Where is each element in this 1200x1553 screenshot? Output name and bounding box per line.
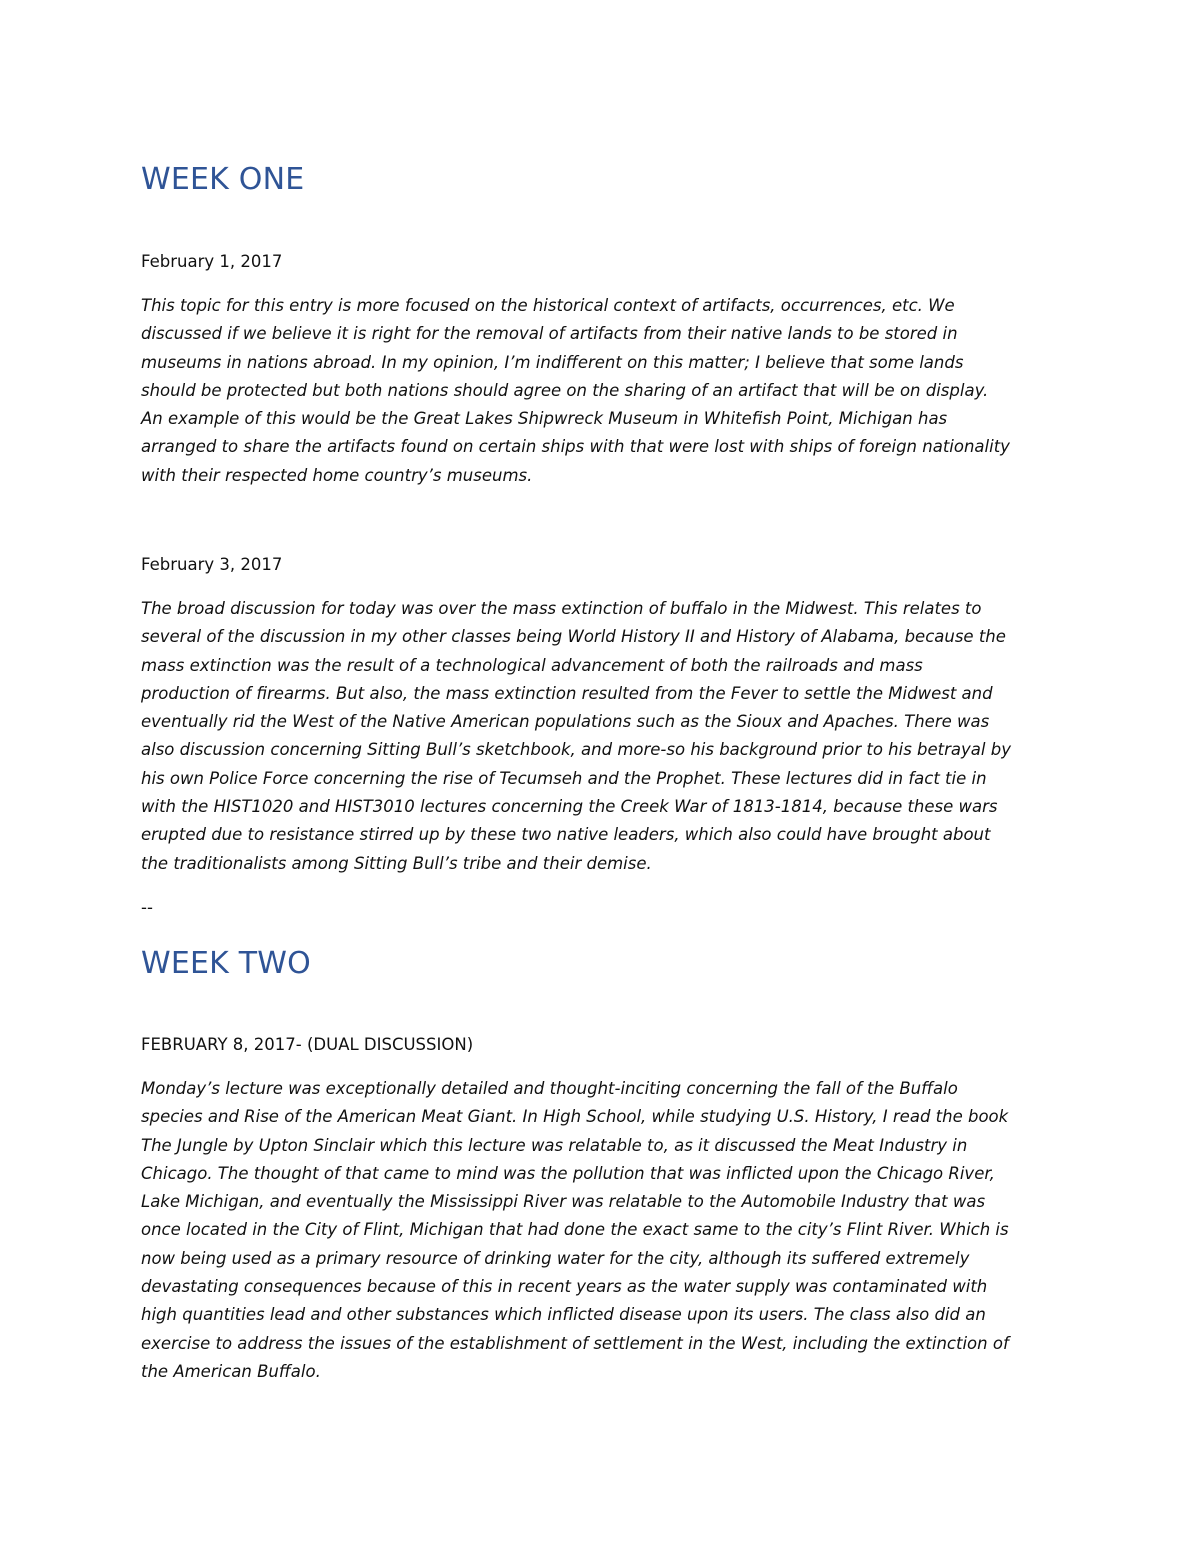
entry-line: arranged to share the artifacts found on certain ships with that were lost with ships of foreign nationality bbox=[141, 437, 1010, 457]
week-two-heading: WEEK TWO bbox=[141, 946, 311, 981]
entry-date-feb-1: February 1, 2017 bbox=[141, 252, 283, 271]
entry-line: high quantities lead and other substances which inflicted disease upon its users. The class also did an bbox=[141, 1305, 986, 1325]
entry-line: the traditionalists among Sitting Bull’s tribe and their demise. bbox=[141, 853, 652, 873]
entry-line: This topic for this entry is more focused on the historical context of artifacts, occurrences, etc. We bbox=[141, 296, 955, 315]
entry-line: should be protected but both nations should agree on the sharing of an artifact that will be on display. bbox=[141, 380, 989, 400]
entry-line: also discussion concerning Sitting Bull’s sketchbook, and more-so his background prior to his betrayal by bbox=[141, 740, 1011, 760]
entry-line: with their respected home country’s museums. bbox=[141, 465, 533, 485]
entry-line: devastating consequences because of this in recent years as the water supply was contaminated with bbox=[141, 1277, 988, 1297]
entry-line: discussed if we believe it is right for the removal of artifacts from their native lands to be stored in bbox=[141, 324, 958, 344]
entry-line: production of firearms. But also, the mass extinction resulted from the Fever to settle the Midwest and bbox=[141, 683, 993, 703]
entry-text-feb-3 bbox=[141, 595, 1061, 878]
week-one-heading: WEEK ONE bbox=[141, 162, 305, 197]
entry-line: The Jungle by Upton Sinclair which this lecture was relatable to, as it discussed the Meat Industry in bbox=[141, 1135, 968, 1155]
entry-line: Chicago. The thought of that came to mind was the pollution that was inflicted upon the Chicago River, bbox=[141, 1163, 995, 1183]
entry-line: now being used as a primary resource of drinking water for the city, although its suffered extremely bbox=[141, 1248, 970, 1268]
entry-line: species and Rise of the American Meat Giant. In High School, while studying U.S. History, I read the book bbox=[141, 1107, 1009, 1127]
entry-line: Lake Michigan, and eventually the Mississippi River was relatable to the Automobile Industry that was bbox=[141, 1192, 986, 1212]
entry-date-feb-3: February 3, 2017 bbox=[141, 555, 283, 574]
entry-line: several of the discussion in my other classes being World History II and History of Alabama, because the bbox=[141, 627, 1006, 647]
entry-text-feb-1 bbox=[141, 292, 1061, 490]
entry-text-feb-8 bbox=[141, 1075, 1061, 1386]
entry-line: once located in the City of Flint, Michigan that had done the exact same to the city’s Flint River. Which is bbox=[141, 1220, 1009, 1240]
entry-line: museums in nations abroad. In my opinion, I’m indifferent on this matter; I believe that some lands bbox=[141, 352, 964, 372]
entry-line: Monday’s lecture was exceptionally detailed and thought-inciting concerning the fall of the Buffalo bbox=[141, 1079, 958, 1098]
entry-date-feb-8: FEBRUARY 8, 2017- (DUAL DISCUSSION) bbox=[141, 1035, 474, 1054]
entry-line: An example of this would be the Great Lakes Shipwreck Museum in Whitefish Point, Michigan has bbox=[141, 409, 948, 429]
entry-line: exercise to address the issues of the establishment of settlement in the West, including the extinction of bbox=[141, 1333, 1009, 1353]
entry-line: his own Police Force concerning the rise of Tecumseh and the Prophet. These lectures did in fact tie in bbox=[141, 768, 987, 788]
entry-line: the American Buffalo. bbox=[141, 1361, 321, 1381]
entry-line: erupted due to resistance stirred up by these two native leaders, which also could have brought about bbox=[141, 825, 991, 845]
entry-line: The broad discussion for today was over the mass extinction of buffalo in the Midwest. This relates to bbox=[141, 599, 982, 618]
entry-line: eventually rid the West of the Native American populations such as the Sioux and Apaches. There was bbox=[141, 712, 990, 732]
section-separator: -- bbox=[141, 898, 153, 917]
entry-line: with the HIST1020 and HIST3010 lectures concerning the Creek War of 1813-1814, because these wars bbox=[141, 797, 998, 817]
entry-line: mass extinction was the result of a technological advancement of both the railroads and mass bbox=[141, 655, 923, 675]
